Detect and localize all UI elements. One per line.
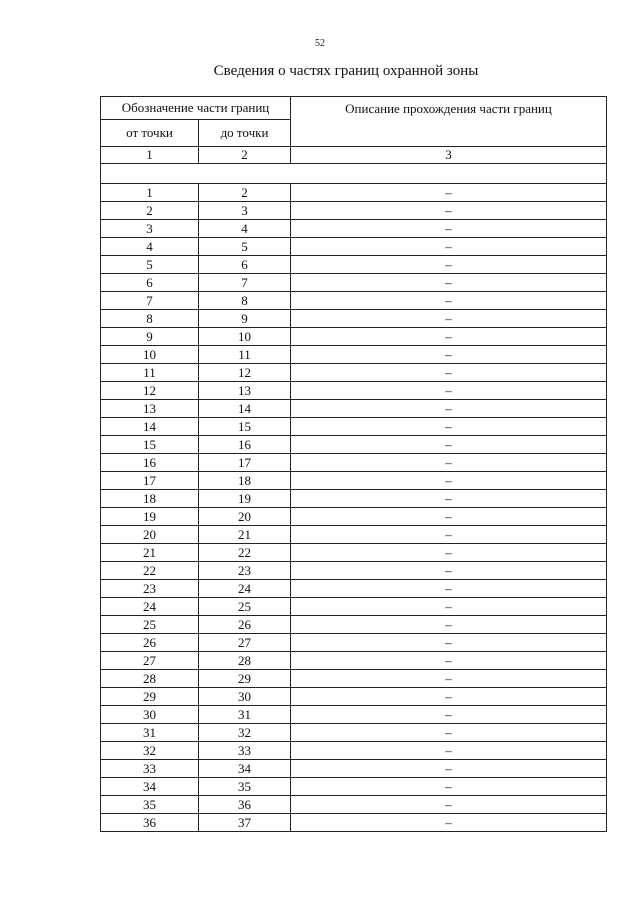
header-to-point: до точки <box>199 120 291 147</box>
column-number-1: 1 <box>101 147 199 164</box>
description-cell: – <box>291 472 607 490</box>
description-cell: – <box>291 544 607 562</box>
to-point-cell: 31 <box>199 706 291 724</box>
to-point-cell: 21 <box>199 526 291 544</box>
header-row-group <box>101 97 607 120</box>
table-row <box>101 508 607 526</box>
description-cell: – <box>291 580 607 598</box>
table-row <box>101 652 607 670</box>
from-point-cell: 15 <box>101 436 199 454</box>
description-cell: – <box>291 418 607 436</box>
table-row <box>101 400 607 418</box>
description-cell: – <box>291 652 607 670</box>
from-point-cell: 8 <box>101 310 199 328</box>
description-cell: – <box>291 454 607 472</box>
to-point-cell: 10 <box>199 328 291 346</box>
description-cell: – <box>291 778 607 796</box>
from-point-cell: 30 <box>101 706 199 724</box>
to-point-cell: 15 <box>199 418 291 436</box>
to-point-cell: 2 <box>199 184 291 202</box>
from-point-cell: 34 <box>101 778 199 796</box>
header-from-point: от точки <box>101 120 199 147</box>
from-point-cell: 32 <box>101 742 199 760</box>
to-point-cell: 18 <box>199 472 291 490</box>
table-row <box>101 562 607 580</box>
to-point-cell: 35 <box>199 778 291 796</box>
description-cell: – <box>291 202 607 220</box>
description-cell: – <box>291 670 607 688</box>
from-point-cell: 36 <box>101 814 199 832</box>
to-point-cell: 16 <box>199 436 291 454</box>
column-number-2: 2 <box>199 147 291 164</box>
description-cell: – <box>291 220 607 238</box>
table-row <box>101 598 607 616</box>
from-point-cell: 5 <box>101 256 199 274</box>
to-point-cell: 5 <box>199 238 291 256</box>
description-cell: – <box>291 184 607 202</box>
from-point-cell: 22 <box>101 562 199 580</box>
from-point-cell: 33 <box>101 760 199 778</box>
to-point-cell: 34 <box>199 760 291 778</box>
from-point-cell: 35 <box>101 796 199 814</box>
boundary-parts-table <box>100 96 607 832</box>
description-cell: – <box>291 760 607 778</box>
description-cell: – <box>291 796 607 814</box>
table-row <box>101 706 607 724</box>
from-point-cell: 10 <box>101 346 199 364</box>
to-point-cell: 9 <box>199 310 291 328</box>
table-row <box>101 544 607 562</box>
header-description: Описание прохождения части границ <box>291 97 607 147</box>
to-point-cell: 37 <box>199 814 291 832</box>
to-point-cell: 7 <box>199 274 291 292</box>
table-row <box>101 796 607 814</box>
to-point-cell: 28 <box>199 652 291 670</box>
table-row <box>101 418 607 436</box>
description-cell: – <box>291 328 607 346</box>
from-point-cell: 11 <box>101 364 199 382</box>
to-point-cell: 23 <box>199 562 291 580</box>
from-point-cell: 31 <box>101 724 199 742</box>
table-row <box>101 634 607 652</box>
to-point-cell: 27 <box>199 634 291 652</box>
to-point-cell: 26 <box>199 616 291 634</box>
to-point-cell: 30 <box>199 688 291 706</box>
description-cell: – <box>291 688 607 706</box>
description-cell: – <box>291 364 607 382</box>
table-row <box>101 616 607 634</box>
from-point-cell: 28 <box>101 670 199 688</box>
document-title: Сведения о частях границ охранной зоны <box>213 63 479 79</box>
description-cell: – <box>291 310 607 328</box>
to-point-cell: 36 <box>199 796 291 814</box>
section-gap-row <box>101 164 607 184</box>
column-number-3: 3 <box>291 147 607 164</box>
to-point-cell: 4 <box>199 220 291 238</box>
table-row <box>101 184 607 202</box>
from-point-cell: 9 <box>101 328 199 346</box>
table-row <box>101 688 607 706</box>
table-row <box>101 274 607 292</box>
description-cell: – <box>291 598 607 616</box>
from-point-cell: 24 <box>101 598 199 616</box>
description-cell: – <box>291 274 607 292</box>
from-point-cell: 25 <box>101 616 199 634</box>
table-row <box>101 202 607 220</box>
description-cell: – <box>291 814 607 832</box>
table-row <box>101 454 607 472</box>
from-point-cell: 21 <box>101 544 199 562</box>
description-cell: – <box>291 508 607 526</box>
table-row <box>101 220 607 238</box>
from-point-cell: 19 <box>101 508 199 526</box>
to-point-cell: 33 <box>199 742 291 760</box>
table-row <box>101 724 607 742</box>
description-cell: – <box>291 400 607 418</box>
table-row <box>101 436 607 454</box>
table-row <box>101 814 607 832</box>
from-point-cell: 14 <box>101 418 199 436</box>
from-point-cell: 2 <box>101 202 199 220</box>
to-point-cell: 13 <box>199 382 291 400</box>
to-point-cell: 17 <box>199 454 291 472</box>
column-numbers-row <box>101 147 607 164</box>
to-point-cell: 19 <box>199 490 291 508</box>
to-point-cell: 32 <box>199 724 291 742</box>
description-cell: – <box>291 436 607 454</box>
description-cell: – <box>291 292 607 310</box>
description-cell: – <box>291 724 607 742</box>
table-row <box>101 256 607 274</box>
from-point-cell: 4 <box>101 238 199 256</box>
to-point-cell: 8 <box>199 292 291 310</box>
from-point-cell: 18 <box>101 490 199 508</box>
table-row <box>101 670 607 688</box>
to-point-cell: 6 <box>199 256 291 274</box>
description-cell: – <box>291 526 607 544</box>
table-row <box>101 292 607 310</box>
table-row <box>101 778 607 796</box>
from-point-cell: 6 <box>101 274 199 292</box>
table-row <box>101 328 607 346</box>
from-point-cell: 7 <box>101 292 199 310</box>
description-cell: – <box>291 562 607 580</box>
to-point-cell: 25 <box>199 598 291 616</box>
table-row <box>101 472 607 490</box>
description-cell: – <box>291 634 607 652</box>
from-point-cell: 17 <box>101 472 199 490</box>
table-row <box>101 382 607 400</box>
description-cell: – <box>291 706 607 724</box>
section-gap-cell <box>101 164 607 184</box>
to-point-cell: 29 <box>199 670 291 688</box>
description-cell: – <box>291 490 607 508</box>
to-point-cell: 3 <box>199 202 291 220</box>
table-row <box>101 760 607 778</box>
table-row <box>101 742 607 760</box>
to-point-cell: 14 <box>199 400 291 418</box>
description-cell: – <box>291 346 607 364</box>
description-cell: – <box>291 742 607 760</box>
from-point-cell: 16 <box>101 454 199 472</box>
table-row <box>101 238 607 256</box>
page-number: 52 <box>315 38 325 49</box>
from-point-cell: 20 <box>101 526 199 544</box>
table-row <box>101 490 607 508</box>
description-cell: – <box>291 256 607 274</box>
from-point-cell: 12 <box>101 382 199 400</box>
to-point-cell: 11 <box>199 346 291 364</box>
from-point-cell: 23 <box>101 580 199 598</box>
from-point-cell: 26 <box>101 634 199 652</box>
description-cell: – <box>291 238 607 256</box>
to-point-cell: 12 <box>199 364 291 382</box>
table-row <box>101 310 607 328</box>
table-row <box>101 346 607 364</box>
to-point-cell: 22 <box>199 544 291 562</box>
to-point-cell: 24 <box>199 580 291 598</box>
header-boundary-designation: Обозначение части границ <box>101 97 291 120</box>
to-point-cell: 20 <box>199 508 291 526</box>
table-row <box>101 580 607 598</box>
table-row <box>101 364 607 382</box>
table-row <box>101 526 607 544</box>
from-point-cell: 27 <box>101 652 199 670</box>
from-point-cell: 29 <box>101 688 199 706</box>
description-cell: – <box>291 382 607 400</box>
from-point-cell: 13 <box>101 400 199 418</box>
description-cell: – <box>291 616 607 634</box>
from-point-cell: 3 <box>101 220 199 238</box>
from-point-cell: 1 <box>101 184 199 202</box>
